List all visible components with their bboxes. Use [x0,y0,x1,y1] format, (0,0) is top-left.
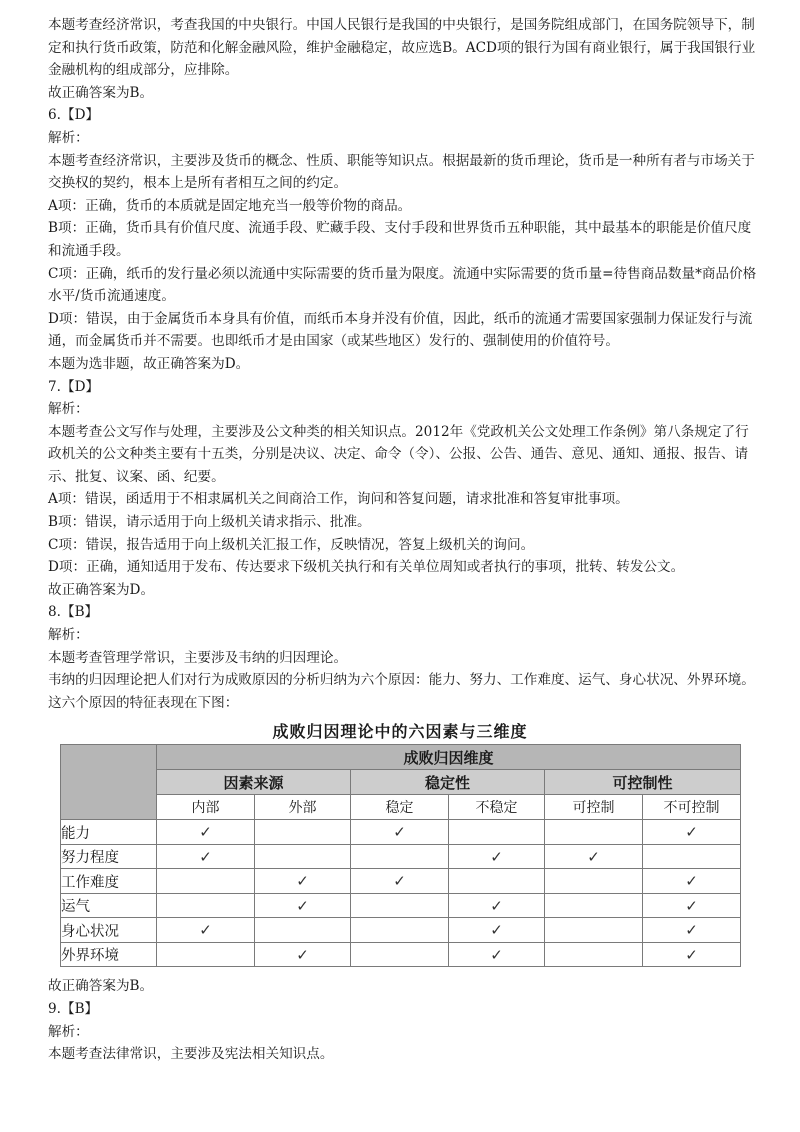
attribution-table-body [61,820,741,967]
paragraph: 本题考查经济常识，主要涉及货币的概念、性质、职能等知识点。根据最新的货币理论，货币是一种所有者与市场关于交换权的契约，根本上是所有者相互之间的约定。 [48,152,755,192]
option-explanation: C项：错误，报告适用于向上级机关汇报工作，反映情况，答复上级机关的询问。 [48,536,535,553]
attribution-figure [60,720,740,967]
text-block-bottom [48,975,760,1065]
paragraph: 故正确答案为B。 [48,84,154,101]
option-explanation: A项：正确，货币的本质就是固定地充当一般等价物的商品。 [48,197,412,214]
option-explanation: A项：错误，函适用于不相隶属机关之间商洽工作，询问和答复问题，请求批准和答复审批事项。 [48,491,629,508]
answer-line: 故正确答案为B。 [48,978,154,995]
empty-cell [351,844,449,869]
option-explanation: C项：正确，纸币的发行量必须以流通中实际需要的货币量为限度。流通中实际需要的货币量=待售商品数量*商品价格水平/货币流通速度。 [48,265,757,305]
check-mark-icon: ✓ [255,942,351,967]
empty-cell [157,869,255,894]
subheader-internal: 内部 [157,795,255,820]
subheader-external: 外部 [255,795,351,820]
subheader-uncontrollable: 不可控制 [643,795,741,820]
attribution-table [60,744,741,967]
subheader-unstable: 不稳定 [449,795,545,820]
table-row [61,918,741,943]
question-number: 7.【D】 [48,378,100,395]
empty-cell [255,844,351,869]
check-mark-icon: ✓ [449,942,545,967]
paragraph: 韦纳的归因理论把人们对行为成败原因的分析归纳为六个原因：能力、努力、工作难度、运气、身心状况、外界环境。这六个原因的特征表现在下图： [48,672,755,711]
question-number: 8.【B】 [48,604,99,621]
analysis-label: 解析： [48,401,89,418]
option-explanation: D项：正确，通知适用于发布、传达要求下级机关执行和有关单位周知或者执行的事项，批转、转发公文。 [48,559,685,576]
check-mark-icon: ✓ [157,820,255,845]
analysis-label: 解析： [48,627,89,644]
group-header-stability: 稳定性 [351,770,545,795]
empty-cell [255,820,351,845]
analysis-label: 解析： [48,129,89,146]
check-mark-icon: ✓ [255,869,351,894]
factor-label: 外界环境 [61,942,157,967]
table-row [61,942,741,967]
check-mark-icon: ✓ [449,918,545,943]
paragraph: 本题考查管理学常识，主要涉及韦纳的归因理论。 [48,649,348,666]
check-mark-icon: ✓ [643,918,741,943]
empty-cell [351,918,449,943]
empty-cell [157,893,255,918]
option-explanation: B项：错误，请示适用于向上级机关请求指示、批准。 [48,514,371,531]
option-explanation: D项：错误，由于金属货币本身具有价值，而纸币本身并没有价值，因此，纸币的流通才需要国家强制力保证发行与流通，而金属货币并不需要。也即纸币才是由国家（或某些地区）发行的、强制使用的价值符号。 [48,310,753,350]
paragraph: 本题考查经济常识，考查我国的中央银行。中国人民银行是我国的中央银行，是国务院组成部门，在国务院领导下，制定和执行货币政策，防范和化解金融风险，维护金融稳定，故应选B。ACD项的银行为国有商业银行，属于我国银行业金融机构的组成部分，应排除。 [48,17,756,79]
check-mark-icon: ✓ [157,918,255,943]
answer-line: 本题为选非题，故正确答案为D。 [48,355,250,372]
answer-line: 故正确答案为D。 [48,581,155,598]
check-mark-icon: ✓ [643,869,741,894]
empty-cell [545,893,643,918]
subheader-stable: 稳定 [351,795,449,820]
table-row [61,869,741,894]
check-mark-icon: ✓ [545,844,643,869]
table-row [61,820,741,845]
factor-label: 运气 [61,893,157,918]
empty-cell [545,820,643,845]
group-header-controllability: 可控制性 [545,770,741,795]
empty-cell [643,844,741,869]
empty-cell [351,893,449,918]
table-main-header: 成败归因维度 [157,745,741,770]
empty-cell [545,942,643,967]
question-number: 6.【D】 [48,107,100,124]
analysis-label: 解析： [48,1023,89,1040]
empty-cell [351,942,449,967]
empty-cell [545,869,643,894]
option-explanation: B项：正确，货币具有价值尺度、流通手段、贮藏手段、支付手段和世界货币五种职能，其中最基本的职能是价值尺度和流通手段。 [48,220,752,259]
check-mark-icon: ✓ [449,844,545,869]
empty-cell [255,918,351,943]
check-mark-icon: ✓ [643,893,741,918]
check-mark-icon: ✓ [157,844,255,869]
check-mark-icon: ✓ [643,942,741,967]
empty-cell [449,869,545,894]
empty-cell [157,942,255,967]
paragraph: 本题考查公文写作与处理，主要涉及公文种类的相关知识点。2012年《党政机关公文处理工作条例》第八条规定了行政机关的公文种类主要有十五类，分别是决议、决定、命令（令）、公报、公告、通告、意见、通知、通报、报告、请示、批复、议案、函、纪要。 [48,423,749,485]
check-mark-icon: ✓ [351,869,449,894]
empty-cell [545,918,643,943]
subheader-controllable: 可控制 [545,795,643,820]
answer-explanations-page [48,14,760,1066]
group-header-source: 因素来源 [157,770,351,795]
table-row [61,844,741,869]
check-mark-icon: ✓ [449,893,545,918]
table-corner-cell [61,745,157,820]
factor-label: 能力 [61,820,157,845]
figure-title: 成败归因理论中的六因素与三维度 [272,722,528,742]
factor-label: 身心状况 [61,918,157,943]
factor-label: 工作难度 [61,869,157,894]
text-block-top [48,14,760,714]
check-mark-icon: ✓ [351,820,449,845]
question-number: 9.【B】 [48,1001,99,1017]
paragraph: 本题考查法律常识，主要涉及宪法相关知识点。 [48,1046,334,1063]
factor-label: 努力程度 [61,844,157,869]
table-row [61,893,741,918]
check-mark-icon: ✓ [255,893,351,918]
check-mark-icon: ✓ [643,820,741,845]
empty-cell [449,820,545,845]
